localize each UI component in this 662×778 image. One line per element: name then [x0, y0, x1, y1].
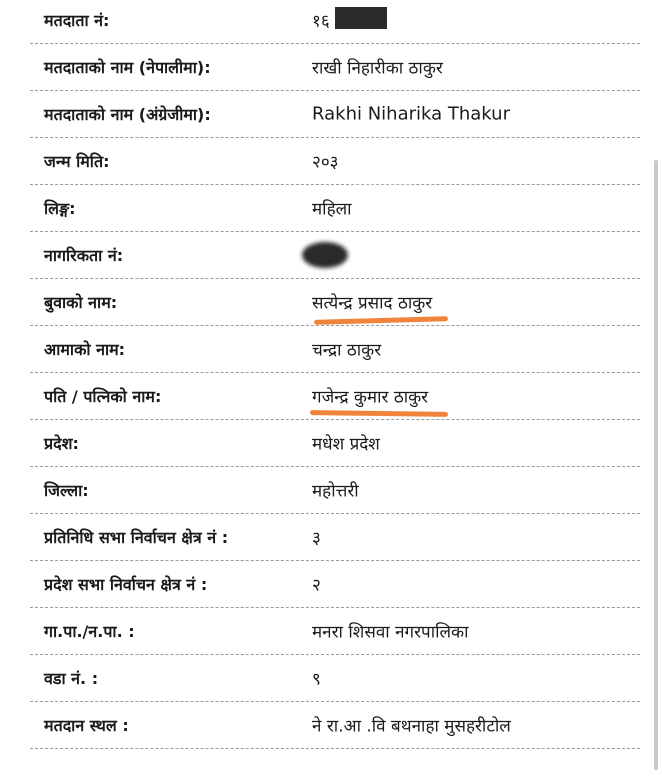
- value-federal-constituency: ३: [312, 528, 321, 549]
- value-father-name: सत्येन्द्र प्रसाद ठाकुर: [312, 293, 433, 314]
- row-federal-constituency: [30, 514, 640, 561]
- row-citizenship-number: [30, 232, 640, 279]
- value-spouse-name: गजेन्द्र कुमार ठाकुर: [312, 387, 429, 408]
- value-name-english: Rakhi Niharika Thakur: [312, 103, 510, 125]
- row-voter-number: [30, 0, 640, 44]
- label-district: जिल्ला:: [44, 481, 89, 500]
- whiteout-birth-date: [352, 142, 412, 182]
- row-birth-date: [30, 138, 640, 185]
- label-name-nepali: मतदाताको नाम (नेपालीमा):: [44, 58, 211, 77]
- row-name-english: [30, 91, 640, 138]
- value-mother-name: चन्द्रा ठाकुर: [312, 340, 382, 361]
- row-municipality: [30, 608, 640, 655]
- row-province: [30, 420, 640, 467]
- label-birth-date: जन्म मिति:: [44, 152, 110, 171]
- label-father-name: बुवाको नाम:: [44, 293, 118, 312]
- label-polling-station: मतदान स्थल :: [44, 716, 129, 735]
- label-name-english: मतदाताको नाम (अंग्रेजीमा):: [44, 105, 211, 124]
- value-municipality: मनरा शिसवा नगरपालिका: [312, 622, 469, 643]
- label-voter-number: मतदाता नं:: [44, 11, 110, 30]
- value-name-nepali: राखी निहारीका ठाकुर: [312, 58, 443, 79]
- value-provincial-constituency: २: [312, 575, 321, 596]
- label-province: प्रदेश:: [44, 434, 79, 453]
- highlight-underline-spouse: [310, 410, 448, 417]
- row-ward-number: [30, 655, 640, 702]
- redaction-citizenship-number: [302, 242, 348, 268]
- value-province: मधेश प्रदेश: [312, 434, 380, 455]
- row-father-name: [30, 279, 640, 326]
- label-federal-constituency: प्रतिनिधि सभा निर्वाचन क्षेत्र नं :: [44, 528, 229, 547]
- row-polling-station: [30, 702, 640, 749]
- label-municipality: गा.पा./न.पा. :: [44, 622, 135, 641]
- label-gender: लिङ्ग:: [44, 199, 76, 218]
- page-scrollbar[interactable]: [654, 160, 658, 770]
- row-mother-name: [30, 326, 640, 373]
- value-birth-date: २०३: [312, 152, 339, 173]
- label-provincial-constituency: प्रदेश सभा निर्वाचन क्षेत्र नं :: [44, 575, 208, 594]
- label-ward-number: वडा नं. :: [44, 669, 99, 688]
- label-mother-name: आमाको नाम:: [44, 340, 126, 359]
- value-gender: महिला: [312, 199, 352, 220]
- value-voter-number: १६: [312, 11, 330, 32]
- highlight-underline-father: [314, 316, 448, 325]
- label-citizenship-number: नागरिकता नं:: [44, 246, 124, 265]
- label-spouse-name: पति / पत्निको नाम:: [44, 387, 162, 406]
- value-polling-station: ने रा.आ .वि बथनाहा मुसहरीटोल: [312, 716, 511, 737]
- row-spouse-name: [30, 373, 640, 420]
- row-district: [30, 467, 640, 514]
- row-gender: [30, 185, 640, 232]
- row-provincial-constituency: [30, 561, 640, 608]
- value-ward-number: ९: [312, 669, 321, 690]
- value-district: महोत्तरी: [312, 481, 359, 502]
- row-name-nepali: [30, 44, 640, 91]
- redaction-voter-number: [335, 7, 387, 29]
